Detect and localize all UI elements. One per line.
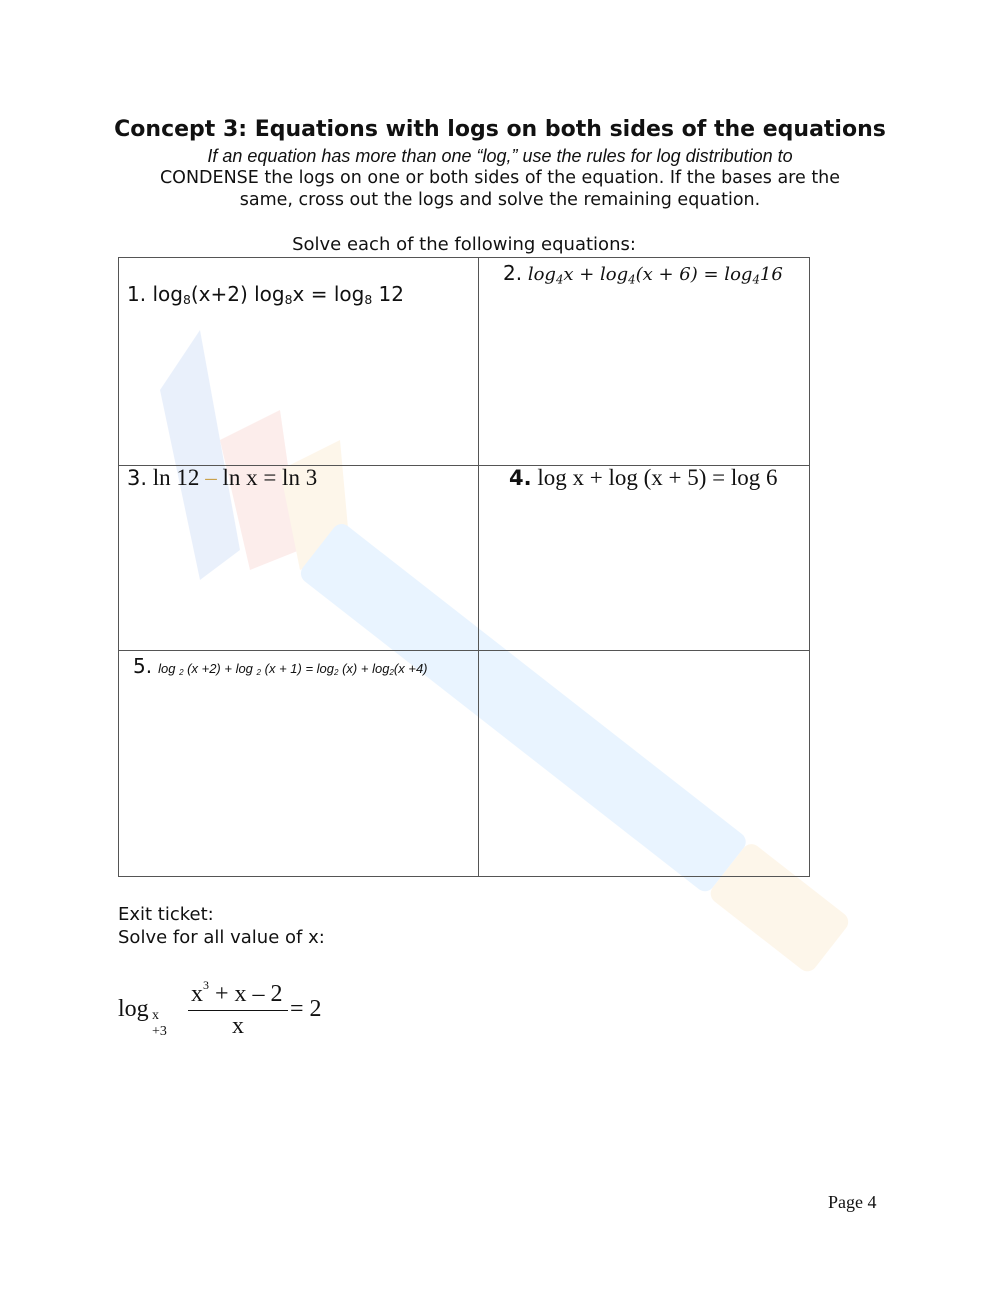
problem-5-part: (x) + log: [338, 661, 390, 676]
problem-5-subscript: 2: [256, 668, 262, 677]
problem-5-part: (x +2) + log: [183, 661, 257, 676]
problem-1-number: 1.: [127, 282, 147, 306]
formula-exponent: 3: [203, 978, 209, 992]
problem-5-number: 5.: [133, 654, 153, 678]
problem-5: [133, 654, 428, 678]
formula-denominator: x: [232, 1013, 244, 1039]
problem-2-part: log: [522, 264, 556, 285]
intro-line-2: CONDENSE the logs on one or both sides of the equation. If the bases are the: [159, 168, 841, 188]
problem-2: [503, 261, 783, 287]
exit-ticket: [118, 903, 325, 949]
formula-rhs: = 2: [290, 996, 322, 1022]
problem-1: [127, 282, 404, 307]
problem-grid: [118, 257, 810, 877]
page-number: Page 4: [828, 1192, 877, 1212]
problem-1-part: log: [152, 282, 183, 306]
intro-line-1: If an equation has more than one “log,” use the rules for log distribution to: [207, 146, 793, 166]
problem-3-number: 3.: [127, 466, 148, 490]
formula-numerator-x: x: [191, 981, 203, 1007]
problem-5-subscript: 2: [179, 668, 184, 677]
problem-5-subscript: 2: [334, 668, 339, 677]
problem-2-part: x + log: [563, 264, 629, 285]
grid-row-divider-2: [119, 650, 809, 651]
fraction-bar: [188, 1010, 288, 1011]
problem-2-number: 2.: [503, 261, 523, 285]
concept-heading: Concept 3: Equations with logs on both sides of the equations: [114, 117, 886, 142]
formula-numerator: [191, 978, 283, 1008]
problem-2-subscript: 4: [628, 272, 636, 287]
problem-2-part: 16: [759, 264, 783, 285]
problem-2-subscript: 4: [752, 272, 760, 287]
problem-5-part: (x +4): [393, 661, 428, 676]
exit-ticket-label: Exit ticket:: [118, 904, 214, 925]
problem-4: [509, 465, 778, 491]
problem-5-part: (x + 1) = log: [261, 661, 334, 676]
problem-3-minus: –: [199, 465, 223, 490]
problem-2-part: (x + 6) = log: [635, 264, 753, 285]
problem-5-subscript: 2: [389, 668, 394, 677]
formula-numerator-rest: + x – 2: [209, 981, 283, 1007]
formula-base: x +3: [152, 1008, 167, 1039]
problem-1-part: (x+2) log: [190, 282, 285, 306]
problem-4-equation: log x + log (x + 5) = log 6: [531, 465, 778, 490]
formula-log: log: [118, 996, 149, 1022]
problem-1-subscript: 8: [182, 292, 191, 308]
problem-1-subscript: 8: [284, 292, 293, 308]
problem-1-part: x = log: [292, 282, 365, 306]
problem-5-part: log: [158, 661, 180, 676]
problem-1-part: 12: [372, 282, 405, 306]
problem-1-subscript: 8: [364, 292, 373, 308]
exit-ticket-prompt: Solve for all value of x:: [118, 927, 325, 948]
problem-3-part: ln x = ln 3: [222, 465, 318, 490]
intro-line-3: same, cross out the logs and solve the remaining equation.: [239, 190, 761, 210]
grid-column-divider: [478, 258, 479, 876]
problem-4-number: 4.: [509, 466, 532, 490]
intro-paragraph: [100, 145, 900, 211]
problem-3-part: ln 12: [147, 465, 200, 490]
problem-2-subscript: 4: [555, 272, 564, 287]
instruction-text: Solve each of the following equations:: [292, 234, 636, 255]
problem-3: [127, 465, 317, 491]
